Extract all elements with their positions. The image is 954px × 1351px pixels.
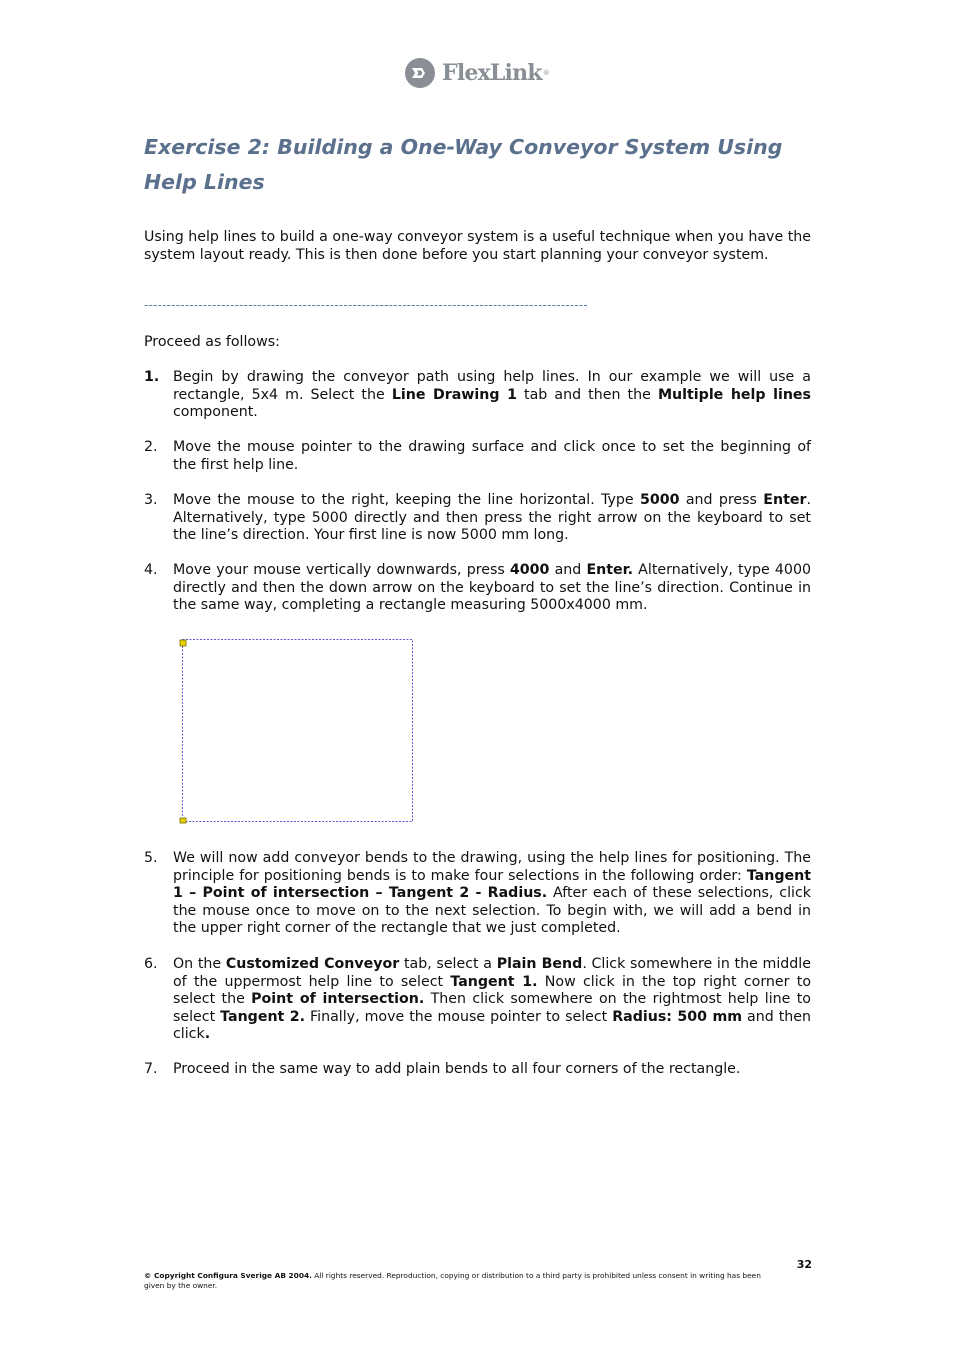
step-text: Begin by drawing the conveyor path using help lines. In our example we will use a rectangle, 5x4 m. Select the Line Drawing 1 tab and then the Multiple help lines component.	[173, 369, 811, 421]
step-7	[144, 1061, 811, 1079]
logo-registered-mark: ®	[542, 69, 550, 77]
step-number: 4.	[144, 562, 158, 578]
logo-text: FlexLink	[442, 60, 542, 86]
step-text: Move your mouse vertically downwards, press 4000 and Enter. Alternatively, type 4000 directly and then the down arrow on the keyboard to set the line’s direction. Continue in the same way, completing a rectangle measuring 5000x4000 mm.	[173, 562, 812, 614]
help-line-rectangle-figure	[178, 636, 418, 826]
exercise-title: Exercise 2: Building a One-Way Conveyor System Using Help Lines	[144, 135, 783, 194]
dashed-separator: --------------------------------------------------------------------------------------------------	[144, 298, 588, 312]
step-2	[144, 439, 811, 474]
step-text: We will now add conveyor bends to the drawing, using the help lines for positioning. The principle for positioning bends is to make four selections in the following order: Tangent 1 – Point of intersection – Tangent 2 - Radius. After each of these selections, click the mouse once to move on to the next selection. To begin with, we will add a bend in the upper right corner of the rectangle that we just completed.	[173, 850, 811, 937]
step-4	[144, 562, 811, 615]
step-text: Move the mouse to the right, keeping the line horizontal. Type 5000 and press Enter. Alternatively, type 5000 directly and then press the right arrow on the keyboard to set the line’s direction. Your first line is now 5000 mm long.	[173, 492, 811, 544]
step-3	[144, 492, 811, 545]
step-text: On the Customized Conveyor tab, select a Plain Bend. Click somewhere in the middle of the uppermost help line to select Tangent 1. Now click in the top right corner to select the Point of intersection. Then click somewhere on the rightmost help line to select Tangent 2. Finally, move the mouse pointer to select Radius: 500 mm and then click.	[173, 956, 812, 1043]
step-number: 7.	[144, 1061, 158, 1077]
end-point-marker	[180, 818, 186, 823]
step-text: Proceed in the same way to add plain bends to all four corners of the rectangle.	[173, 1061, 741, 1077]
copyright-footer	[144, 1271, 764, 1291]
step-1	[144, 369, 811, 422]
step-number: 2.	[144, 439, 158, 455]
step-number: 3.	[144, 492, 158, 508]
copyright-notice: All rights reserved. Reproduction, copying or distribution to a third party is prohibited unless consent in writing has been given by the owner.	[144, 1271, 761, 1290]
step-5	[144, 850, 811, 938]
flexlink-logo	[404, 56, 550, 90]
step-number: 1.	[144, 369, 160, 385]
step-text: Move the mouse pointer to the drawing surface and click once to set the beginning of the first help line.	[173, 439, 811, 473]
flexlink-logo-icon	[404, 57, 436, 89]
proceed-label: Proceed as follows:	[144, 334, 280, 350]
step-number: 5.	[144, 850, 158, 866]
start-point-marker	[180, 640, 186, 646]
step-6	[144, 956, 811, 1044]
help-line-rectangle	[183, 640, 413, 822]
page-number: 32	[796, 1258, 812, 1271]
copyright-holder: © Copyright Configura Sverige AB 2004.	[144, 1271, 312, 1280]
step-number: 6.	[144, 956, 158, 972]
intro-paragraph: Using help lines to build a one-way conveyor system is a useful technique when you have the system layout ready. This is then done before you start planning your conveyor system.	[144, 229, 811, 263]
